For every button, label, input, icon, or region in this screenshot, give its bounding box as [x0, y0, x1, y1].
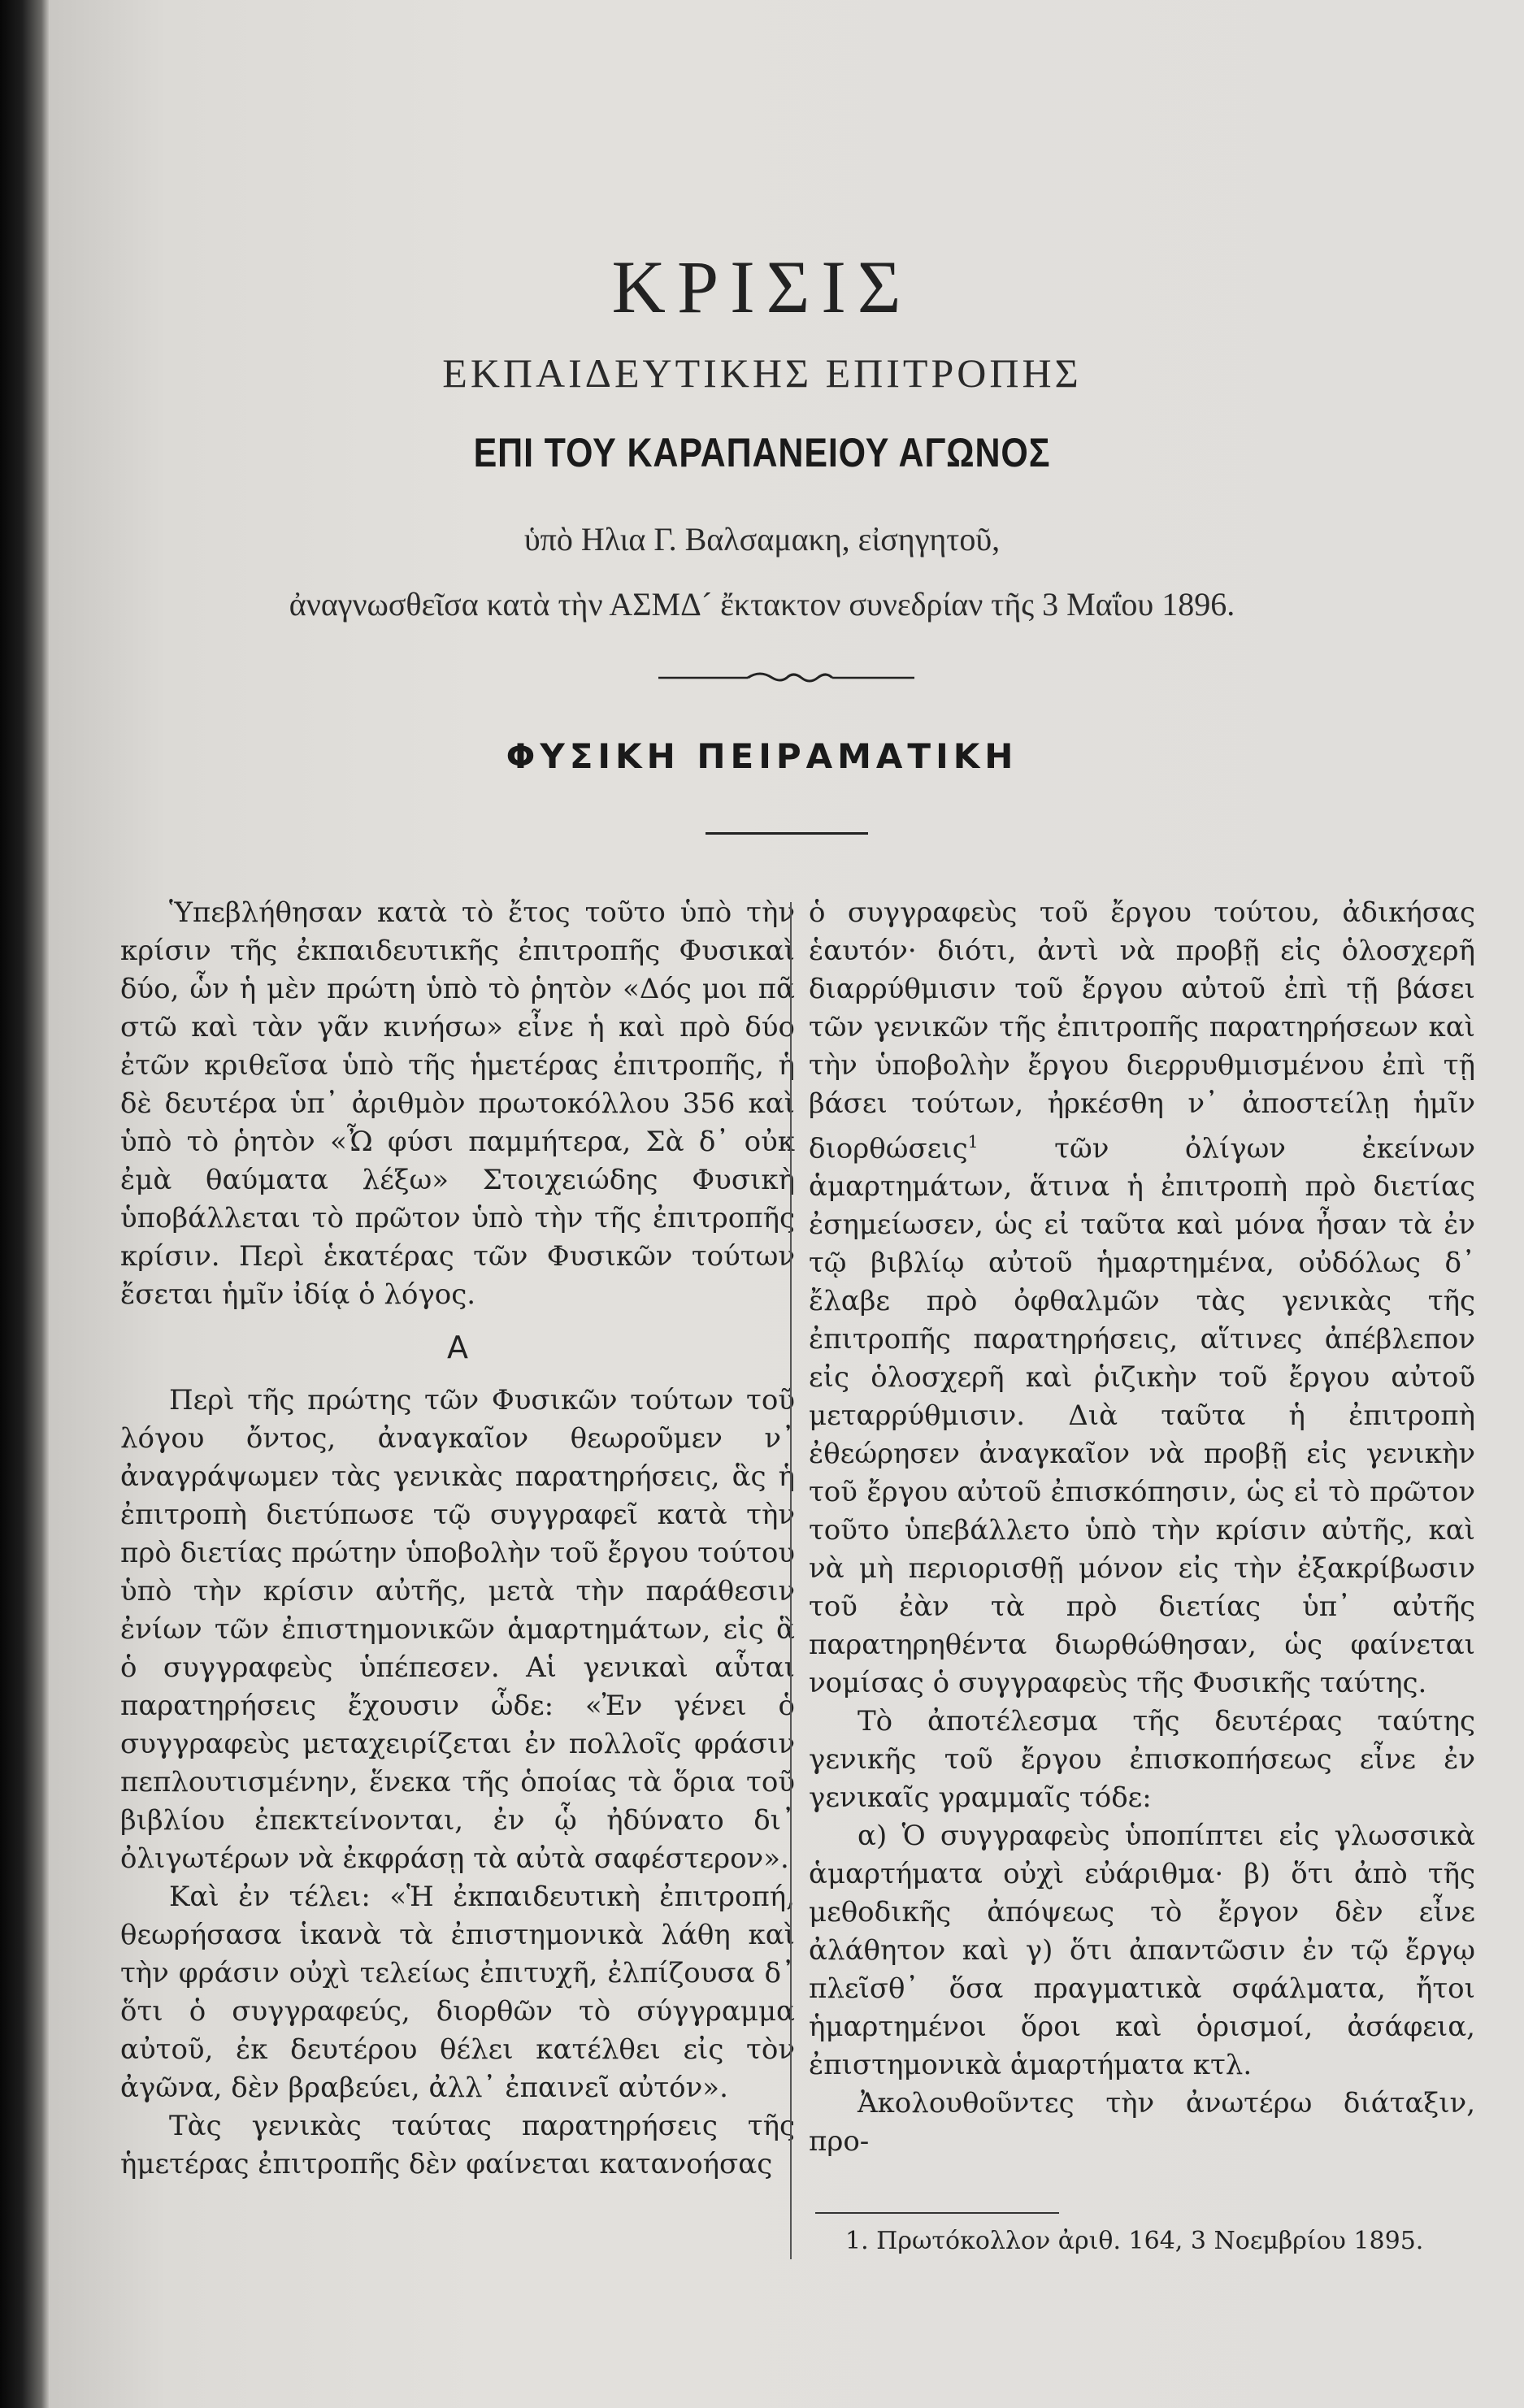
- footnote-rule: [815, 2212, 1059, 2214]
- left-column: [120, 894, 795, 2184]
- right-paragraph-1-cont: τῶν ὀλίγων ἐκείνων ἁμαρτημάτων, ἅτινα ἡ ἐπιτροπὴ πρὸ διετίας ἐσημείωσεν, ὡς εἰ ταῦτα καὶ μόνα ἦσαν τὰ ἐν τῷ βιβλίῳ αὐτοῦ ἡμαρτημένα, οὐδόλως δ᾿ ἔλαβε πρὸ ὀφθαλμῶν τὰς γενικὰς τῆς ἐπιτροπῆς παρατηρήσεις, αἵτινες ἀπέβλεπον εἰς ὁλοσχερῆ καὶ ῥιζικὴν τοῦ ἔργου αὐτοῦ μεταρρύθμισιν. Διὰ ταῦτα ἡ ἐπιτροπὴ ἐθεώρησεν ἀναγκαῖον νὰ προβῇ εἰς γενικὴν τοῦ ἔργου αὐτοῦ ἐπισκόπησιν, ὡς εἰ τὸ πρῶτον τοῦτο ὑπεβάλλετο ὑπὸ τὴν κρίσιν αὐτῆς, καὶ νὰ μὴ περιορισθῇ μόνον εἰς τὴν ἐξακρίβωσιν τοῦ ἐὰν τὰ πρὸ διετίας ὑπ᾿ αὐτῆς παρατηρηθέντα διωρθώθησαν, ὡς φαίνεται νομίσας ὁ συγγραφεὺς τῆς Φυσικῆς ταύτης.: [809, 1132, 1475, 1700]
- left-paragraph-1: Ὑπεβλήθησαν κατὰ τὸ ἔτος τοῦτο ὑπὸ τὴν κρίσιν τῆς ἐκπαιδευτικῆς ἐπιτροπῆς Φυσικαὶ δύο, ὧν ἡ μὲν πρώτη ὑπὸ τὸ ῥητὸν «Δός μοι πᾶ στῶ καὶ τὰν γᾶν κινήσω» εἶνε ἡ καὶ πρὸ δύο ἐτῶν κριθεῖσα ὑπὸ τῆς ἡμετέρας ἐπιτροπῆς, ἡ δὲ δευτέρα ὑπ᾿ ἀριθμὸν πρωτοκόλλου 356 καὶ ὑπὸ τὸ ῥητὸν «Ὦ φύσι παμμήτερα, Σὰ δ᾿ οὐκ ἐμὰ θαύματα λέξω» Στοιχειώδης Φυσικὴ ὑποβάλλεται τὸ πρῶτον ὑπὸ τὴν τῆς ἐπιτροπῆς κρίσιν. Περὶ ἑκατέρας τῶν Φυσικῶν τούτων ἔσεται ἡμῖν ἰδίᾳ ὁ λόγος.: [120, 896, 795, 1311]
- left-paragraph-2: Περὶ τῆς πρώτης τῶν Φυσικῶν τούτων τοῦ λόγου ὄντος, ἀναγκαῖον θεωροῦμεν ν᾿ ἀναγράψωμεν τὰς γενικὰς παρατηρήσεις, ἃς ἡ ἐπιτροπὴ διετύπωσε τῷ συγγραφεῖ κατὰ τὴν πρὸ διετίας πρώτην ὑποβολὴν τοῦ ἔργου τούτου ὑπὸ τὴν κρίσιν αὐτῆς, μετὰ τὴν παράθεσιν ἐνίων τῶν ἐπιστημονικῶν ἁμαρτημάτων, εἰς ἃ ὁ συγγραφεὺς ὑπέπεσεν. Αἱ γενικαὶ αὗται παρατηρήσεις ἔχουσιν ὧδε: «Ἐν γένει ὁ συγγραφεὺς μεταχειρίζεται ἐν πολλοῖς φράσιν πεπλουτισμένην, ἕνεκα τῆς ὁποίας τὰ ὅρια τοῦ βιβλίου ἐπεκτείνονται, ἐν ᾧ ἠδύνατο δι᾿ ὀλιγωτέρων νὰ ἐκφράσῃ τὰ αὐτὰ σαφέστερον».: [120, 1384, 795, 1875]
- byline: ὑπὸ Ηλια Γ. Βαλσαμακη, εἰσηγητοῦ,: [523, 521, 1001, 558]
- right-paragraph-1: [809, 894, 1475, 1703]
- session-line: ἀναγνωσθεῖσα κατὰ τὴν ΑΣΜΔ´ ἔκτακτον συνεδρίαν τῆς 3 Μαΐου 1896.: [289, 586, 1235, 623]
- right-paragraph-3: α) Ὁ συγγραφεὺς ὑποπίπτει εἰς γλωσσικὰ ἁμαρτήματα οὐχὶ εὐάριθμα· β) ὅτι ἀπὸ τῆς μεθοδικῆς ἀπόψεως τὸ ἔργον δὲν εἶνε ἀλάθητον καὶ γ) ὅτι ἀπαντῶσιν ἐν τῷ ἔργῳ πλεῖσθ᾿ ὅσα πραγματικὰ σφάλματα, ἤτοι ἡμαρτημένοι ὅροι καὶ ὁρισμοί, ἀσάφεια, ἐπιστημονικὰ ἁμαρτήματα κτλ.: [809, 1820, 1475, 2082]
- right-column: [809, 894, 1475, 2161]
- ornament-divider-icon: [658, 668, 914, 688]
- footnote: 1. Πρωτόκολλον ἀριθ. 164, 3 Νοεμβρίου 1895.: [845, 2227, 1424, 2255]
- subsection-heading: Α: [447, 1330, 468, 1365]
- footnote-marker: 1: [967, 1132, 979, 1152]
- section-title: ΦΥΣΙΚΗ ΠΕΙΡΑΜΑΤΙΚΗ: [506, 736, 1018, 776]
- left-paragraph-3: Καὶ ἐν τέλει: «Ἡ ἐκπαιδευτικὴ ἐπιτροπή, θεωρήσασα ἱκανὰ τὰ ἐπιστημονικὰ λάθη καὶ τὴν φράσιν οὐχὶ τελείως ἐπιτυχῆ, ἐλπίζουσα δ᾿ ὅτι ὁ συγγραφεύς, διορθῶν τὸ σύγγραμμα αὐτοῦ, ἐκ δευτέρου θέλει κατέλθει εἰς τὸν ἀγῶνα, δὲν βραβεύει, ἀλλ᾿ ἐπαινεῖ αὐτόν».: [120, 1881, 795, 2104]
- right-paragraph-2: Τὸ ἀποτέλεσμα τῆς δευτέρας ταύτης γενικῆς τοῦ ἔργου ἐπισκοπήσεως εἶνε ἐν γενικαῖς γραμμαῖς τόδε:: [809, 1705, 1475, 1815]
- right-paragraph-4: Ἀκολουθοῦντες τὴν ἀνωτέρω διάταξιν, προ-: [809, 2087, 1475, 2159]
- right-paragraph-1-text: ὁ συγγραφεὺς τοῦ ἔργου τούτου, ἀδικήσας ἑαυτόν· διότι, ἀντὶ νὰ προβῇ εἰς ὁλοσχερῆ διαρρύθμισιν τοῦ ἔργου αὐτοῦ ἐπὶ τῇ βάσει τῶν γενικῶν τῆς ἐπιτροπῆς παρατηρήσεων καὶ τὴν ὑποβολὴν ἔργου διερρυθμισμένου ἐπὶ τῇ βάσει τούτων, ἠρκέσθη ν᾿ ἀποστείλῃ ἡμῖν διορθώσεις: [809, 896, 1475, 1165]
- section-rule: [706, 832, 868, 835]
- contest-heading: ΕΠΙ ΤΟΥ ΚΑΡΑΠΑΝΕΙΟΥ ΑΓΩΝΟΣ: [473, 430, 1051, 475]
- column-divider: [790, 902, 792, 2259]
- page-title: ΚΡΙΣΙΣ: [611, 245, 913, 328]
- left-paragraph-4: Τὰς γενικὰς ταύτας παρατηρήσεις τῆς ἡμετέρας ἐπιτροπῆς δὲν φαίνεται κατανοήσας: [120, 2110, 795, 2180]
- committee-subtitle: ΕΚΠΑΙΔΕΥΤΙΚΗΣ ΕΠΙΤΡΟΠΗΣ: [442, 350, 1082, 396]
